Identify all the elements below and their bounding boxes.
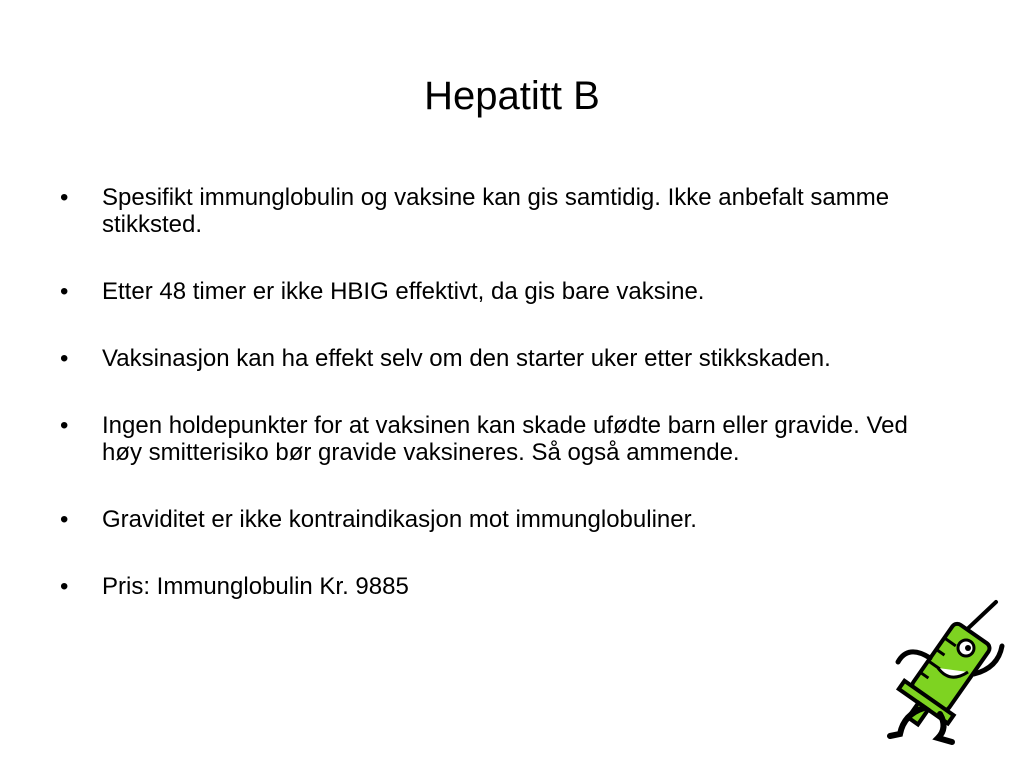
list-item	[60, 506, 920, 533]
bullet-marker: •	[60, 184, 69, 211]
list-item	[60, 345, 920, 372]
list-item	[60, 278, 920, 305]
list-item	[60, 184, 920, 238]
slide-title: Hepatitt B	[424, 74, 600, 118]
list-item	[60, 573, 920, 600]
bullet-marker: •	[60, 412, 69, 439]
list-item	[60, 412, 920, 466]
bullet-marker: •	[60, 345, 69, 372]
bullet-marker: •	[60, 506, 69, 533]
bullet-text: Pris: Immunglobulin Kr. 9885	[102, 573, 409, 600]
bullet-marker: •	[60, 573, 69, 600]
bullet-list	[60, 184, 920, 640]
bullet-text: Spesifikt immunglobulin og vaksine kan gis samtidig. Ikke anbefalt samme stikksted.	[102, 184, 890, 238]
bullet-text: Etter 48 timer er ikke HBIG effektivt, da gis bare vaksine.	[102, 278, 705, 305]
bullet-marker: •	[60, 278, 69, 305]
bullet-text: Vaksinasjon kan ha effekt selv om den starter uker etter stikkskaden.	[102, 345, 831, 372]
bullet-text: Ingen holdepunkter for at vaksinen kan skade ufødte barn eller gravide. Ved høy smitterisiko bør gravide vaksineres. Så også ammende.	[102, 412, 908, 466]
bullet-text: Graviditet er ikke kontraindikasjon mot immunglobuliner.	[102, 506, 697, 533]
syringe-character-icon	[878, 596, 1008, 746]
